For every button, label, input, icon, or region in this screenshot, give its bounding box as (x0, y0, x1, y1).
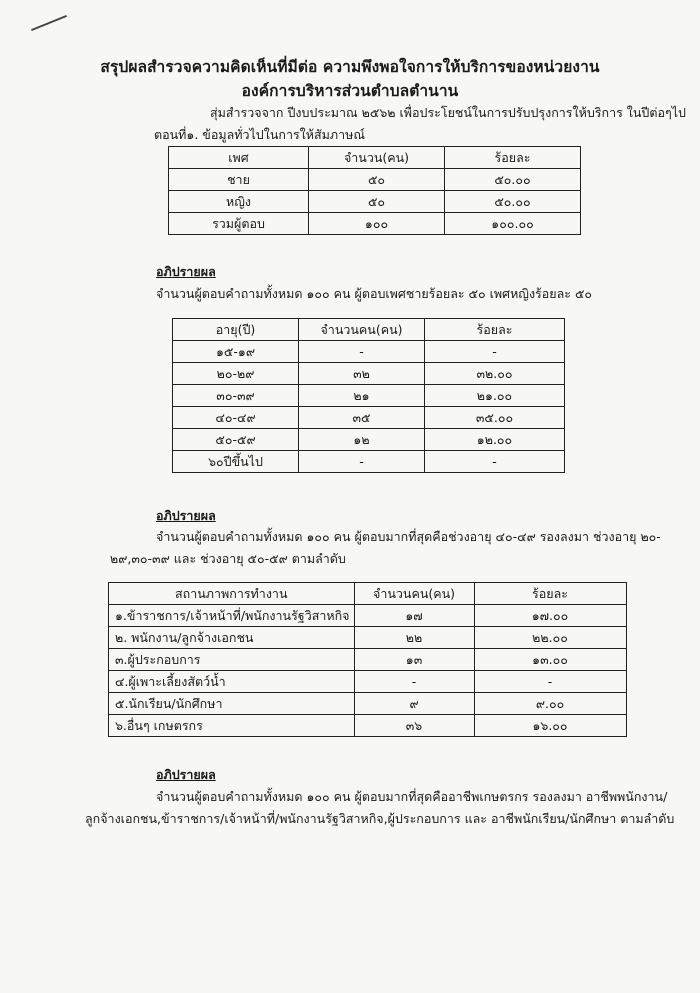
discussion-heading: อภิปรายผล (156, 264, 216, 279)
age-table (172, 318, 565, 473)
table-row (173, 363, 565, 385)
table-cell: ๑๕-๑๙ (173, 341, 299, 363)
discussion-heading: อภิปรายผล (156, 767, 216, 782)
column-header: ร้อยละ (425, 319, 565, 341)
table-cell: - (425, 451, 565, 473)
table-cell: รวมผู้ตอบ (169, 213, 309, 235)
table-cell: ๑๐๐.๐๐ (445, 213, 581, 235)
table-cell: ๔.ผู้เพาะเลี้ยงสัตว์น้ำ (109, 671, 355, 693)
table-cell: ๑๓.๐๐ (474, 649, 626, 671)
table-cell: - (354, 671, 474, 693)
table-cell: ๕๐.๐๐ (445, 191, 581, 213)
table-cell: ๓.ผู้ประกอบการ (109, 649, 355, 671)
age-discussion-line2: ๒๙,๓๐-๓๙ และ ช่วงอายุ ๕๐-๕๙ ตามลำดับ (110, 551, 346, 566)
discussion-heading: อภิปรายผล (156, 508, 216, 523)
column-header: จำนวนคน(คน) (354, 583, 474, 605)
intro-line1: สุ่มสำรวจจาก ปีงบประมาณ ๒๕๖๒ เพื่อประโยชน์ในการปรับปรุงการให้บริการ ในปีต่อๆไป (210, 105, 686, 120)
table-cell: ๖๐ปีขึ้นไป (173, 451, 299, 473)
table-row (109, 605, 627, 627)
table-cell: ๕.นักเรียน/นักศึกษา (109, 693, 355, 715)
column-header: ร้อยละ (445, 147, 581, 169)
table-cell: ๒๐-๒๙ (173, 363, 299, 385)
table-row (109, 627, 627, 649)
sex-discussion-text: จำนวนผู้ตอบคำถามทั้งหมด ๑๐๐ คน ผู้ตอบเพศชายร้อยละ ๕๐ เพศหญิงร้อยละ ๕๐ (156, 286, 593, 301)
table-cell: ๒๒ (354, 627, 474, 649)
table-cell: ๒๑.๐๐ (425, 385, 565, 407)
table-header-row (109, 583, 627, 605)
table-cell: ๒. พนักงาน/ลูกจ้างเอกชน (109, 627, 355, 649)
table-header-row (173, 319, 565, 341)
table-cell: ๕๐ (309, 169, 445, 191)
pen-mark (31, 15, 67, 31)
sex-table (168, 146, 581, 235)
table-row (173, 341, 565, 363)
table-row (173, 429, 565, 451)
table-cell: ๑๐๐ (309, 213, 445, 235)
table-row (169, 191, 581, 213)
table-cell: ๕๐-๕๙ (173, 429, 299, 451)
table-cell: ๒๑ (299, 385, 425, 407)
table-cell: ๓๒ (299, 363, 425, 385)
table-cell: ๕๐.๐๐ (445, 169, 581, 191)
table-cell: ๓๒.๐๐ (425, 363, 565, 385)
table-row (109, 649, 627, 671)
table-row (173, 407, 565, 429)
table-cell: ชาย (169, 169, 309, 191)
table-cell: ๒๒.๐๐ (474, 627, 626, 649)
table-cell: ๕๐ (309, 191, 445, 213)
table-cell: ๔๐-๔๙ (173, 407, 299, 429)
table-row (173, 385, 565, 407)
column-header: จำนวนคน(คน) (299, 319, 425, 341)
section-heading: ตอนที่๑. ข้อมูลทั่วไปในการให้สัมภาษณ์ (154, 127, 365, 142)
age-discussion-line1: จำนวนผู้ตอบคำถามทั้งหมด ๑๐๐ คน ผู้ตอบมากที่สุดคือช่วงอายุ ๔๐-๔๙ รองลงมา ช่วงอายุ ๒๐- (156, 529, 661, 544)
table-row (169, 213, 581, 235)
table-cell: ๓๐-๓๙ (173, 385, 299, 407)
table-cell: ๑.ข้าราชการ/เจ้าหน้าที่/พนักงานรัฐวิสาหกิจ (109, 605, 355, 627)
table-cell: - (474, 671, 626, 693)
table-row (173, 451, 565, 473)
document-title-line2: องค์การบริหารส่วนตำบลตำนาน (241, 82, 459, 100)
column-header: สถานภาพการทำงาน (109, 583, 355, 605)
column-header: เพศ (169, 147, 309, 169)
table-cell: ๙ (354, 693, 474, 715)
table-cell: ๓๕.๐๐ (425, 407, 565, 429)
table-cell: ๑๓ (354, 649, 474, 671)
table-cell: - (299, 341, 425, 363)
occupation-discussion-line1: จำนวนผู้ตอบคำถามทั้งหมด ๑๐๐ คน ผู้ตอบมากที่สุดคืออาชีพเกษตรกร รองลงมา อาชีพพนักงาน/ (156, 789, 668, 804)
table-cell: ๖.อื่นๆ เกษตรกร (109, 715, 355, 737)
table-cell: ๑๒.๐๐ (425, 429, 565, 451)
table-cell: หญิง (169, 191, 309, 213)
table-cell: ๑๗.๐๐ (474, 605, 626, 627)
table-row (109, 671, 627, 693)
column-header: จำนวน(คน) (309, 147, 445, 169)
table-cell: ๑๒ (299, 429, 425, 451)
column-header: ร้อยละ (474, 583, 626, 605)
table-row (109, 693, 627, 715)
document-title-line1: สรุปผลสำรวจความคิดเห็นที่มีต่อ ความพึงพอใจการให้บริการของหน่วยงาน (100, 58, 600, 76)
table-cell: ๙.๐๐ (474, 693, 626, 715)
table-cell: ๑๗ (354, 605, 474, 627)
table-cell: ๓๖ (354, 715, 474, 737)
table-cell: ๓๕ (299, 407, 425, 429)
table-row (169, 169, 581, 191)
table-row (109, 715, 627, 737)
table-header-row (169, 147, 581, 169)
table-cell: ๑๖.๐๐ (474, 715, 626, 737)
column-header: อายุ(ปี) (173, 319, 299, 341)
occupation-discussion-line2: ลูกจ้างเอกชน,ข้าราชการ/เจ้าหน้าที่/พนักงานรัฐวิสาหกิจ,ผู้ประกอบการ และ อาชีพนักเรียน/นักศึกษา ตามลำดับ (85, 811, 675, 826)
table-cell: - (425, 341, 565, 363)
occupation-table (108, 582, 627, 737)
table-cell: - (299, 451, 425, 473)
